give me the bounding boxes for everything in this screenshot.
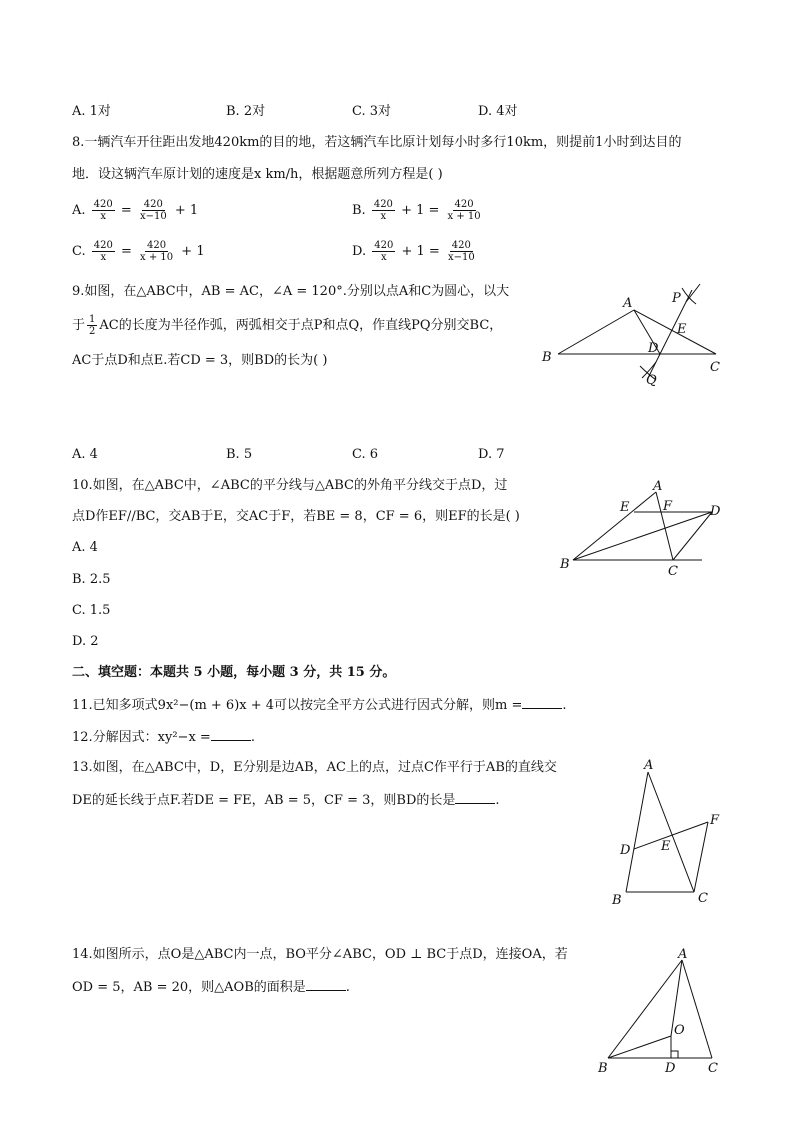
q9-option-d: D. 7 <box>478 447 505 462</box>
q14-line-ac <box>682 960 712 1058</box>
q7-option-b: B. 2对 <box>226 104 266 119</box>
q9-stem-line2: 于 $\frac{1}{2}$ AC的长度为半径作弧，两弧相交于点P和点Q，作直线PQ分别交BC， <box>72 314 503 337</box>
q10-option-d: D. 2 <box>72 634 99 649</box>
q14-line-bo <box>608 1036 671 1058</box>
q10-label-f: F <box>663 499 673 514</box>
q10-label-a: A <box>653 479 663 494</box>
q14-figure <box>594 944 734 1079</box>
q13-figure <box>604 756 734 911</box>
q8-option-c: C. $\frac{420}{x}$ = $\frac{420}{x + 10}$ + 1 <box>72 240 205 263</box>
q10-stem-line1: 10.如图，在△ABC中，∠ABC的平分线与△ABC的外角平分线交于点D，过 <box>72 478 508 493</box>
q10-label-c: C <box>668 564 678 579</box>
q10-line-bd <box>573 512 712 560</box>
q9-option-b: B. 5 <box>226 447 253 462</box>
q9-label-d: D <box>648 341 659 356</box>
q9-figure <box>536 282 736 392</box>
q10-line-ba <box>573 492 656 560</box>
q13-label-d: D <box>620 843 631 858</box>
q7-option-c: C. 3对 <box>352 104 392 119</box>
q10-option-c: C. 1.5 <box>72 603 111 618</box>
q14-label-a: A <box>678 947 688 962</box>
q14-label-b: B <box>598 1061 608 1076</box>
section-title-fill-in: 二、填空题：本题共 5 小题，每小题 3 分，共 15 分。 <box>72 665 396 680</box>
q8-option-b: B. $\frac{420}{x}$ + 1 = $\frac{420}{x + 10}$ <box>352 199 481 222</box>
q10-label-d: D <box>710 504 721 519</box>
q13-label-e: E <box>661 839 671 854</box>
q14-label-d: D <box>665 1061 676 1076</box>
q10-stem-line2: 点D作EF//BC，交AB于E，交AC于F，若BE = 8，CF = 6，则EF的长是( ) <box>72 509 520 524</box>
q7-option-d: D. 4对 <box>478 104 518 119</box>
q13-line-cf <box>694 822 708 892</box>
q12-stem: 12.分解因式：xy²−x = . <box>72 726 255 748</box>
q13-label-a: A <box>644 758 654 773</box>
q10-figure <box>556 476 726 586</box>
q9-stem-line3: AC于点D和点E.若CD = 3，则BD的长为( ) <box>72 353 328 368</box>
q9-label-e: E <box>677 322 687 337</box>
q8-option-a: A. $\frac{420}{x}$ = $\frac{420}{x-10}$ + 1 <box>72 199 199 222</box>
q8-stem-line2: 地．设这辆汽车原计划的速度是x km/h，根据题意所列方程是( ) <box>72 167 443 182</box>
q11-stem: 11.已知多项式9x²−(m + 6)x + 4可以按完全平方公式进行因式分解，则m = . <box>72 694 567 716</box>
q13-stem-line2: DE的延长线于点F.若DE = FE，AB = 5，CF = 3，则BD的长是 . <box>72 789 500 811</box>
q13-line-ac <box>648 772 694 892</box>
q10-option-a: A. 4 <box>72 540 98 555</box>
q9-label-a: A <box>623 296 633 311</box>
q10-label-e: E <box>620 500 630 515</box>
q9-label-q: Q <box>646 373 657 388</box>
q9-label-c: C <box>710 360 720 375</box>
q14-stem-line2: OD = 5，AB = 20，则△AOB的面积是 . <box>72 976 350 998</box>
q8-option-d: D. $\frac{420}{x}$ + 1 = $\frac{420}{x-10}$ <box>352 240 475 263</box>
q7-option-a: A. 1对 <box>72 104 111 119</box>
q14-label-c: C <box>708 1061 718 1076</box>
q13-label-f: F <box>710 813 720 828</box>
q12-answer-blank[interactable] <box>211 726 251 741</box>
q9-label-p: P <box>672 291 681 306</box>
q14-label-o: O <box>674 1023 685 1038</box>
q14-right-angle-mark <box>671 1051 678 1058</box>
q9-option-c: C. 6 <box>352 447 379 462</box>
q9-line-ac <box>634 310 716 354</box>
q13-line-ab <box>626 772 648 892</box>
q9-stem-line1: 9.如图，在△ABC中，AB = AC，∠A = 120°.分别以点A和C为圆心，以大 <box>72 284 510 299</box>
q13-label-b: B <box>612 893 622 908</box>
q14-stem-line1: 14.如图所示，点O是△ABC内一点，BO平分∠ABC，OD ⊥ BC于点D，连接OA，若 <box>72 947 568 962</box>
q13-label-c: C <box>698 891 708 906</box>
q9-arc-p2 <box>686 284 700 302</box>
q13-stem-line1: 13.如图，在△ABC中，D，E分别是边AB，AC上的点，过点C作平行于AB的直线交 <box>72 760 557 775</box>
q9-option-a: A. 4 <box>72 447 98 462</box>
q10-label-b: B <box>560 557 570 572</box>
q13-line-df <box>634 822 708 849</box>
q14-answer-blank[interactable] <box>306 976 346 991</box>
q10-option-b: B. 2.5 <box>72 572 111 587</box>
q8-stem-line1: 8.一辆汽车开往距出发地420km的目的地，若这辆汽车比原计划每小时多行10km，则提前1小时到达目的 <box>72 135 682 150</box>
q9-label-b: B <box>542 350 552 365</box>
q9-line-ba <box>558 310 634 354</box>
q11-answer-blank[interactable] <box>522 694 562 709</box>
q13-answer-blank[interactable] <box>455 789 495 804</box>
